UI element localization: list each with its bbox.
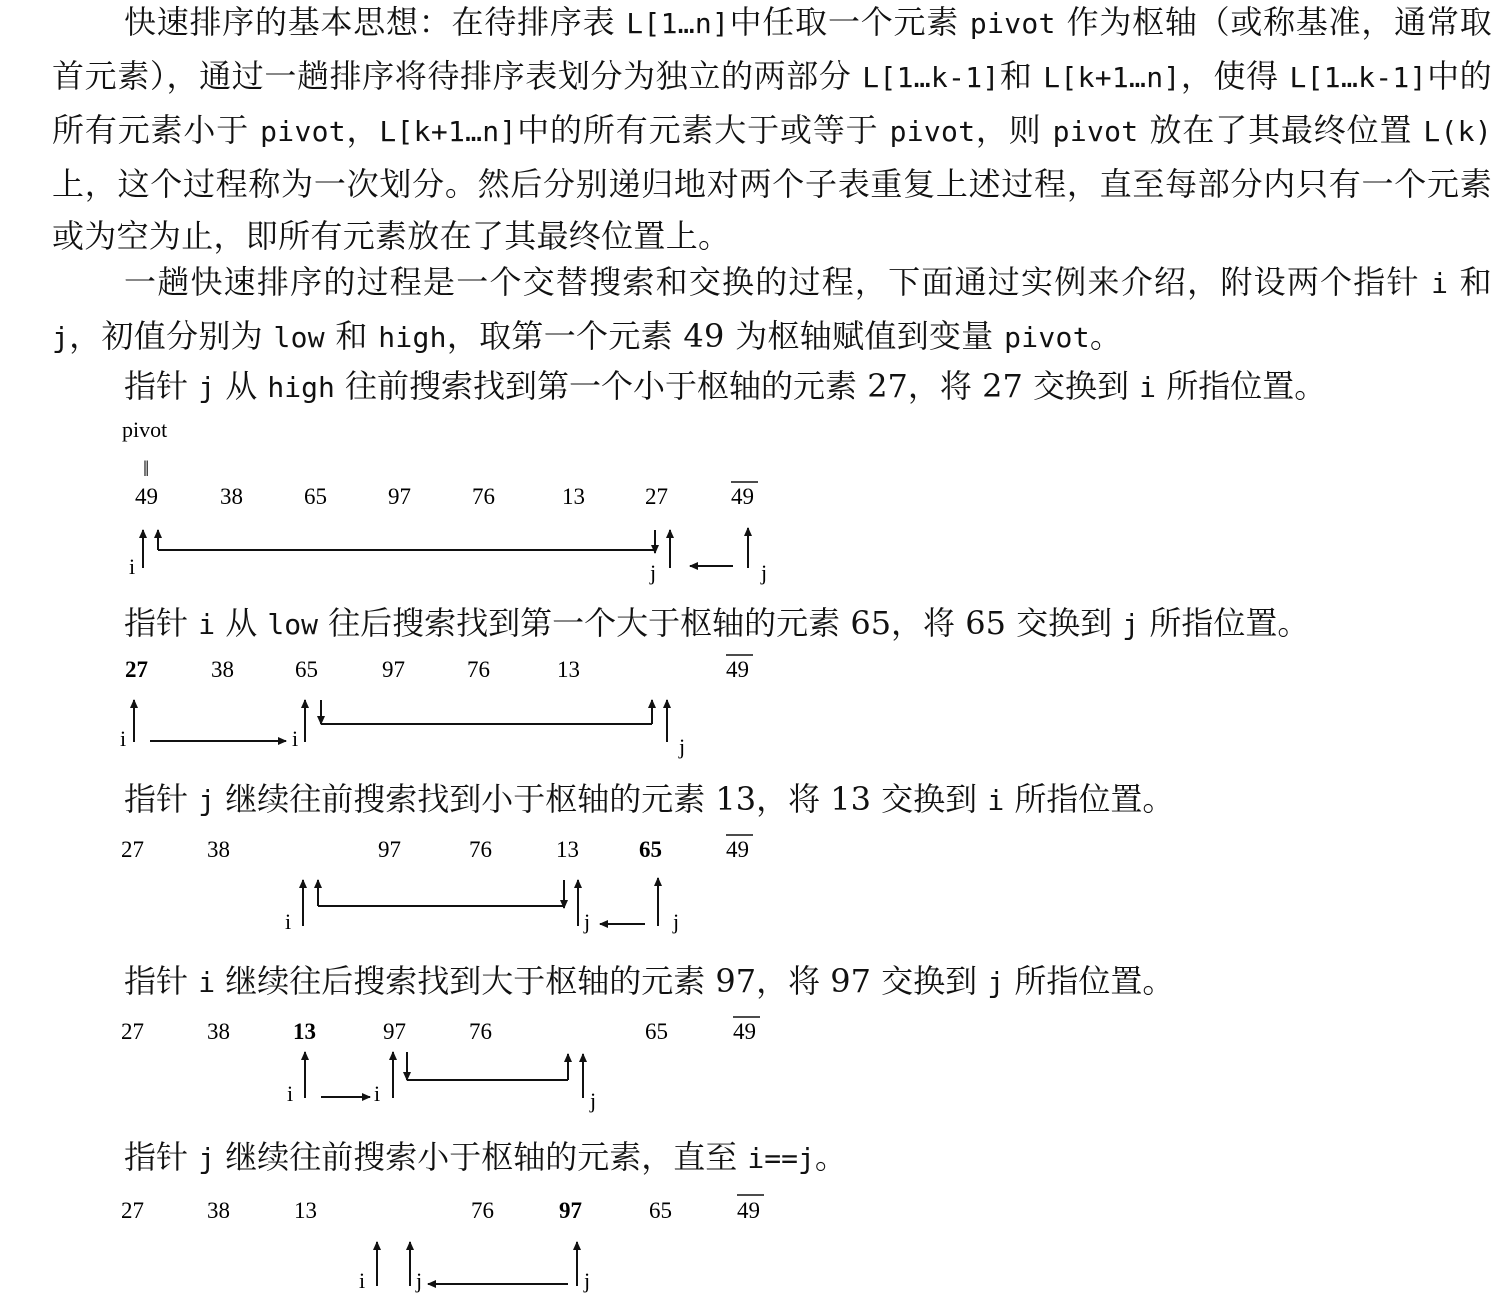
figure-4-svg [0,1010,1509,1120]
pointer-label: j [590,1088,597,1113]
text: 快速排序的基本思想：在待排序表 [124,3,627,41]
pointer-label: i [120,726,127,751]
code: low [267,608,318,641]
array-value-pivot: 49 [737,1198,760,1223]
code: j [52,321,70,354]
code: j [198,1142,216,1175]
array-value: 38 [220,484,243,509]
text: 中任取一个元素 [729,3,970,41]
array-value: 13 [556,837,579,862]
figure-step-5 [0,1188,1509,1303]
text: 。 [1089,317,1123,355]
text: 放在了其最终位置 [1138,111,1424,149]
code: pivot [889,115,976,148]
text: 所指位置。 [1139,604,1310,642]
code: L[1…k-1] [862,61,1000,94]
array-value-moved: 97 [559,1198,582,1223]
figure-step-1 [0,410,1509,590]
code: pivot [1052,115,1139,148]
array-value-pivot: 49 [731,484,754,509]
text: 所指位置。 [1004,962,1175,1000]
figure-3-svg [0,828,1509,948]
array-value: 97 [378,837,401,862]
text: 指针 [124,604,199,642]
code: i [1431,267,1449,300]
text: 和 [1448,263,1492,301]
pointer-label: j [584,909,591,934]
text: ，取第一个元素 49 为枢轴赋值到变量 [446,317,1005,355]
step-5-heading [124,1137,847,1179]
array-value: 76 [469,1019,492,1044]
text: 指针 [124,1138,199,1176]
pointer-label: j [761,560,768,585]
pointer-label: j [673,909,680,934]
code: pivot [260,115,346,148]
text: 。 [814,1138,847,1176]
array-value: 76 [472,484,495,509]
figure-2-svg [0,648,1509,768]
array-value: 27 [121,1198,144,1223]
code: low [273,321,325,354]
array-value: 13 [294,1198,317,1223]
step-1-heading [124,366,1326,408]
array-value: 49 [135,484,158,509]
code: i [198,966,216,999]
text: 往后搜索找到第一个大于枢轴的元素 65，将 65 交换到 [317,604,1123,642]
pointer-label: i [285,909,292,934]
array-value: 38 [207,837,230,862]
paragraph-process-intro [52,256,1492,364]
text: 所指位置。 [1156,367,1327,405]
code: pivot [969,7,1056,40]
code: j [987,966,1005,999]
text: 中的所有元素小于 [52,57,1492,149]
array-value: 65 [649,1198,672,1223]
array-value-moved: 27 [125,657,148,682]
step-3-heading [124,779,1174,821]
step-2-heading [124,603,1309,645]
paragraph-basic-idea [52,0,1492,262]
array-value: 97 [383,1019,406,1044]
array-value: 27 [121,1019,144,1044]
code: high [267,371,335,404]
text: ， [345,111,380,149]
text: 指针 [124,780,199,818]
text: 从 [215,367,268,405]
text: ，使得 [1180,57,1290,95]
figure-1-svg [0,410,1509,590]
code: i [198,608,216,641]
code: i [987,784,1005,817]
pointer-label: i [359,1268,366,1293]
step-4-heading [124,961,1174,1003]
array-value: 38 [211,657,234,682]
array-value-pivot: 49 [733,1019,756,1044]
pointer-label: j [650,560,657,585]
array-value: 38 [207,1198,230,1223]
code: L[1…k-1] [1289,61,1427,94]
figure-step-3 [0,828,1509,948]
array-value: 76 [469,837,492,862]
text: 和 [999,57,1044,95]
text: ，则 [975,111,1053,149]
array-value-pivot: 49 [726,657,749,682]
text: 指针 [124,962,199,1000]
text: 继续往后搜索找到大于枢轴的元素 97，将 97 交换到 [215,962,988,1000]
code: L[k+1…n] [1043,61,1181,94]
figure-step-4 [0,1010,1509,1120]
text: 从 [215,604,268,642]
array-value: 65 [304,484,327,509]
figure-step-2 [0,648,1509,768]
array-value: 65 [295,657,318,682]
text: 一趟快速排序的过程是一个交替搜索和交换的过程，下面通过实例来介绍，附设两个指针 [124,263,1432,301]
text: 上，这个过程称为一次划分。然后分别递归地对两个子表重复上述过程，直至每部分内只有一个元素或为空为止，即所有元素放在了其最终位置上。 [52,165,1492,255]
pointer-label: i [287,1081,294,1106]
text: 和 [324,317,379,355]
array-value: 76 [471,1198,494,1223]
text: 继续往前搜索找到小于枢轴的元素 13，将 13 交换到 [215,780,988,818]
text: 往前搜索找到第一个小于枢轴的元素 27，将 27 交换到 [334,367,1140,405]
text: 中的所有元素大于或等于 [516,111,890,149]
text: 所指位置。 [1004,780,1175,818]
code: L[k+1…n] [379,115,517,148]
figure-5-svg [0,1188,1509,1303]
pointer-label: i [129,554,136,579]
array-value-moved: 13 [293,1019,316,1044]
array-value-moved: 65 [639,837,662,862]
text: 指针 [124,367,199,405]
array-value: 97 [382,657,405,682]
pointer-label: i [374,1081,381,1106]
code: i==j [747,1142,815,1175]
array-value-pivot: 49 [726,837,749,862]
code: pivot [1004,321,1090,354]
code: high [378,321,447,354]
array-value: 38 [207,1019,230,1044]
array-value: 13 [557,657,580,682]
pointer-label: j [584,1268,591,1293]
array-value: 27 [121,837,144,862]
code: L(k) [1423,115,1492,148]
pointer-label: j [416,1268,423,1293]
array-value: 97 [388,484,411,509]
pivot-mark: ‖ [143,456,150,481]
text: 作为枢轴（或称基准，通常取首元素），通过一趟排序将待排序表划分为独立的两部分 [52,3,1492,95]
code: L[1…n] [626,7,730,40]
array-value: 13 [562,484,585,509]
text: 继续往前搜索小于枢轴的元素，直至 [215,1138,748,1176]
pointer-label: i [292,726,299,751]
code: j [1122,608,1140,641]
code: j [198,371,216,404]
array-value: 76 [467,657,490,682]
array-value: 27 [645,484,668,509]
array-value: 65 [645,1019,668,1044]
pivot-label: pivot [122,417,168,442]
code: i [1139,371,1157,404]
text: ，初值分别为 [69,317,274,355]
code: j [198,784,216,817]
pointer-label: j [679,734,686,759]
